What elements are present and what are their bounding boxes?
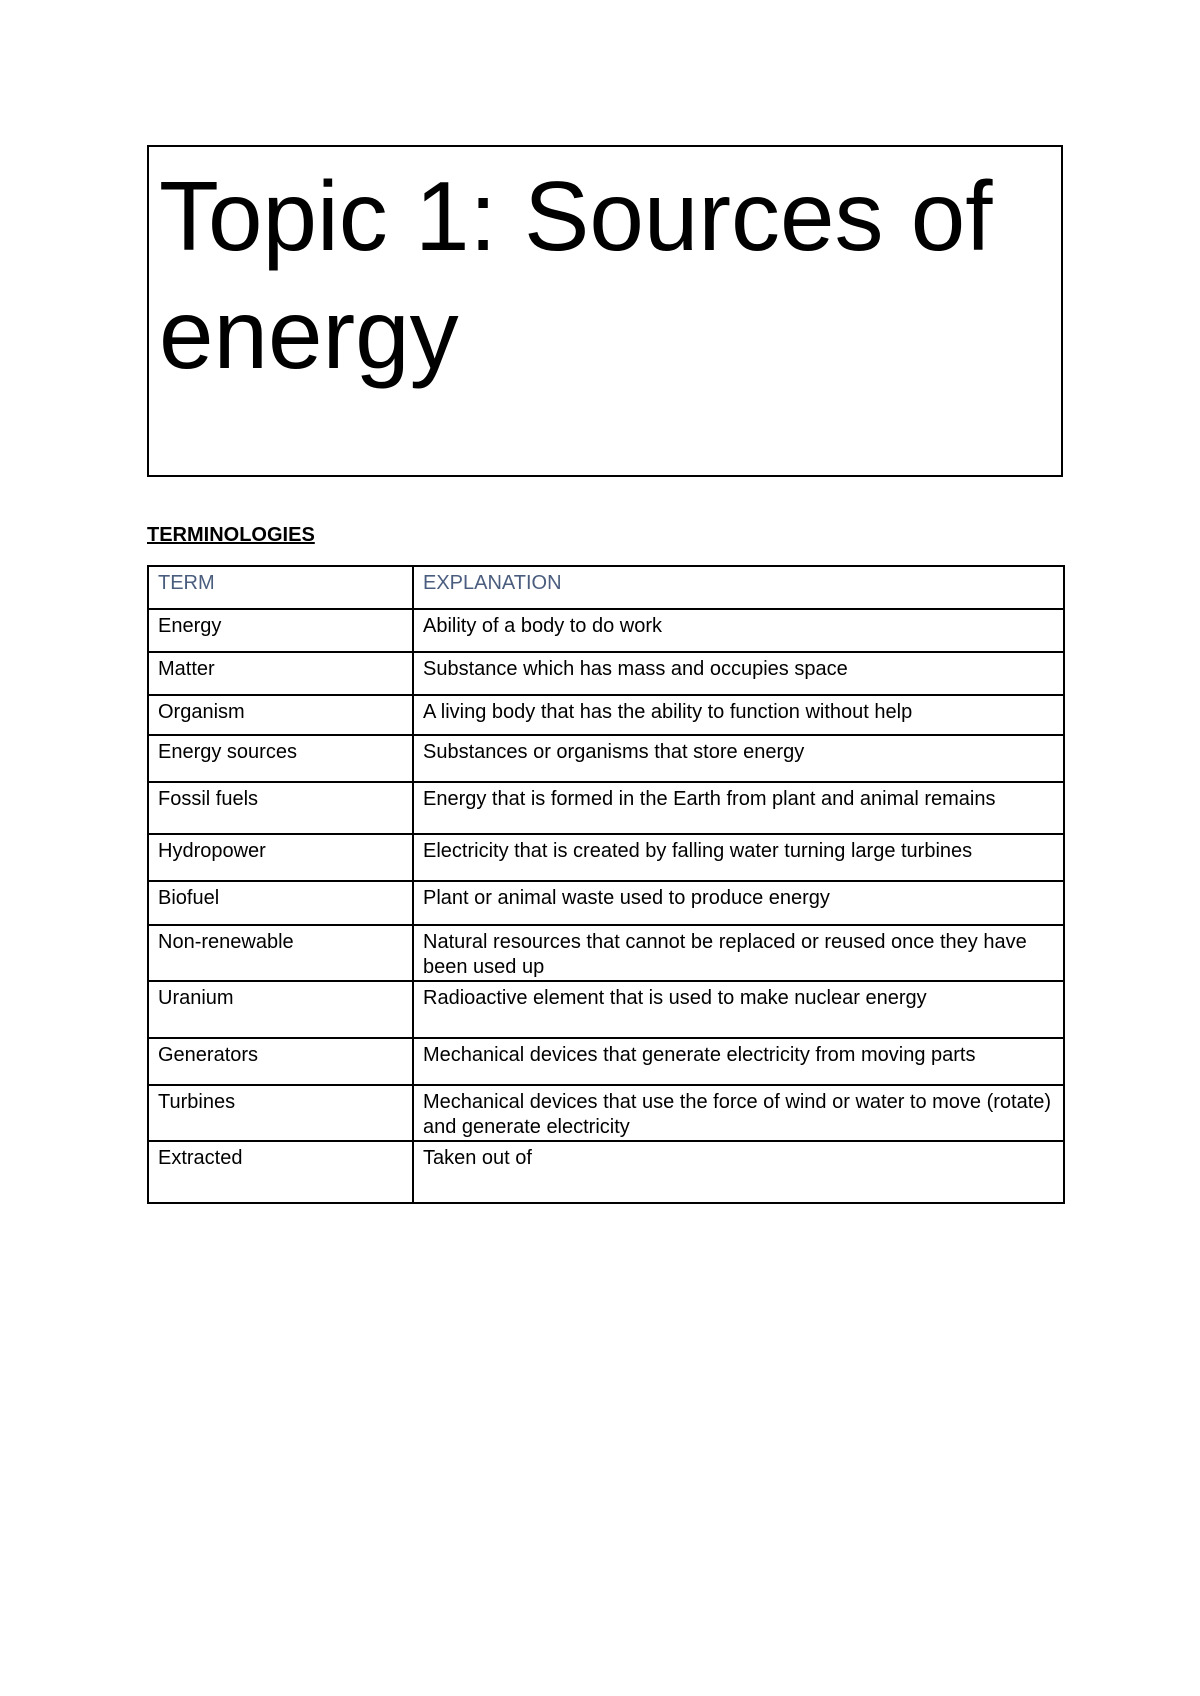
- term-cell: Extracted: [148, 1141, 413, 1203]
- explanation-cell: Mechanical devices that generate electricity from moving parts: [413, 1038, 1064, 1085]
- table-row: [148, 881, 1064, 925]
- column-header-explanation: EXPLANATION: [413, 566, 1064, 609]
- explanation-cell: Substance which has mass and occupies space: [413, 652, 1064, 695]
- column-header-term: TERM: [148, 566, 413, 609]
- terminology-table: [147, 565, 1065, 1204]
- term-cell: Turbines: [148, 1085, 413, 1141]
- explanation-cell: Plant or animal waste used to produce energy: [413, 881, 1064, 925]
- term-cell: Energy: [148, 609, 413, 652]
- explanation-cell: Taken out of: [413, 1141, 1064, 1203]
- table-row: [148, 1141, 1064, 1203]
- table-row: [148, 925, 1064, 981]
- term-cell: Uranium: [148, 981, 413, 1038]
- explanation-cell: Mechanical devices that use the force of wind or water to move (rotate) and generate electricity: [413, 1085, 1064, 1141]
- term-cell: Matter: [148, 652, 413, 695]
- term-cell: Generators: [148, 1038, 413, 1085]
- explanation-cell: Electricity that is created by falling water turning large turbines: [413, 834, 1064, 881]
- table-row: [148, 609, 1064, 652]
- explanation-cell: Ability of a body to do work: [413, 609, 1064, 652]
- term-cell: Non-renewable: [148, 925, 413, 981]
- explanation-cell: Energy that is formed in the Earth from plant and animal remains: [413, 782, 1064, 834]
- explanation-cell: Radioactive element that is used to make nuclear energy: [413, 981, 1064, 1038]
- term-cell: Fossil fuels: [148, 782, 413, 834]
- table-row: [148, 1085, 1064, 1141]
- table-row: [148, 834, 1064, 881]
- term-cell: Energy sources: [148, 735, 413, 782]
- explanation-cell: A living body that has the ability to function without help: [413, 695, 1064, 735]
- table-header-row: [148, 566, 1064, 609]
- page-title: Topic 1: Sources of energy: [159, 161, 993, 389]
- section-heading: TERMINOLOGIES: [147, 524, 315, 546]
- title-box: [147, 145, 1063, 477]
- explanation-cell: Substances or organisms that store energy: [413, 735, 1064, 782]
- table-row: [148, 1038, 1064, 1085]
- term-cell: Hydropower: [148, 834, 413, 881]
- table-row: [148, 981, 1064, 1038]
- term-cell: Biofuel: [148, 881, 413, 925]
- explanation-cell: Natural resources that cannot be replaced or reused once they have been used up: [413, 925, 1064, 981]
- table-row: [148, 735, 1064, 782]
- table-row: [148, 652, 1064, 695]
- table-row: [148, 695, 1064, 735]
- term-cell: Organism: [148, 695, 413, 735]
- table-row: [148, 782, 1064, 834]
